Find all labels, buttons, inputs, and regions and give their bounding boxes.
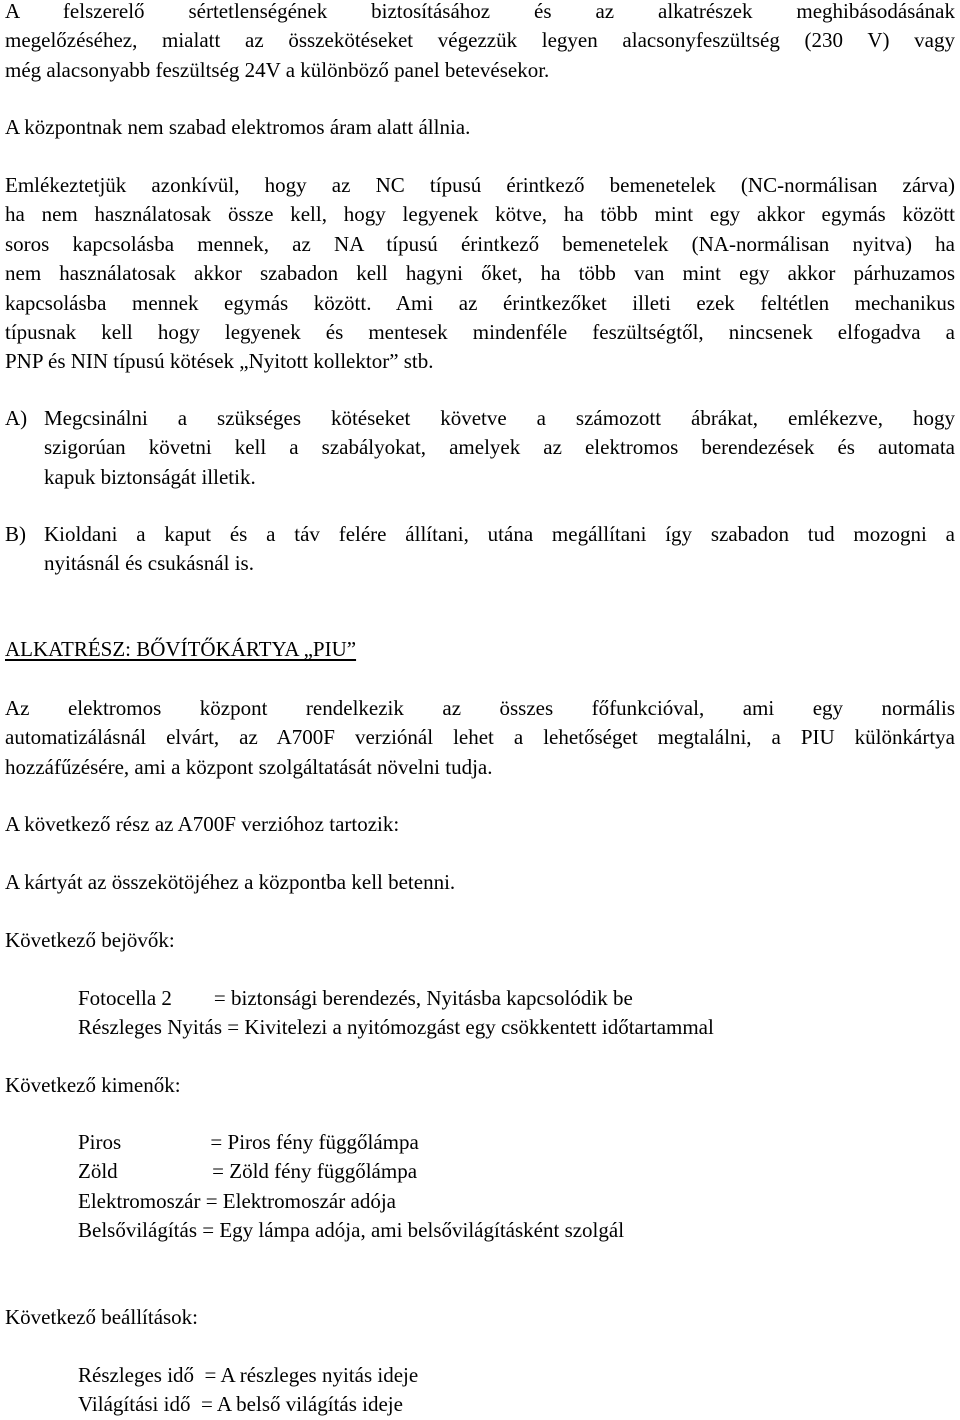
input-definition: Részleges Nyitás = Kivitelezi a nyitómozgást egy csökkentett időtartammal xyxy=(78,1015,714,1040)
setting-definition: Részleges idő = A részleges nyitás ideje xyxy=(78,1363,419,1387)
text-line: soros kapcsolásba mennek, az NA típusú érintkező bemenetelek (NA-normálisan nyitva) ha xyxy=(5,231,955,256)
text-line: ha nem használatosak össze kell, hogy legyenek kötve, ha több mint egy akkor egymás között xyxy=(5,202,955,227)
paragraph-no-power: A központnak nem szabad elektromos áram alatt állnia. xyxy=(5,115,471,139)
setting-definition: Világítási idő = A belső világítás ideje xyxy=(78,1392,403,1417)
output-definition: Piros = Piros fény függőlámpa xyxy=(78,1130,419,1154)
text-line: nyitásnál és csukásnál is. xyxy=(44,551,254,576)
version-note: A következő rész az A700F verzióhoz tartozik: xyxy=(5,812,400,836)
text-line: kapuk biztonságát illetik. xyxy=(44,464,256,489)
outputs-label: Következő kimenők: xyxy=(5,1073,181,1097)
inputs-list xyxy=(5,984,955,1043)
text-line: Kioldani a kaput és a táv felére állítani, utána megállítani így szabadon tud mozogni a xyxy=(44,522,955,546)
list-body xyxy=(44,404,955,492)
text-line: hozzáfűzésére, ami a központ szolgáltatását növelni tudja. xyxy=(5,754,493,779)
text-line: Az elektromos központ rendelkezik az összes főfunkcióval, ami egy normális xyxy=(5,696,955,720)
list-marker: B) xyxy=(5,522,26,546)
text-line: Emlékeztetjük azonkívül, hogy az NC típusú érintkező bemenetelek (NC-normálisan zárva) xyxy=(5,173,955,197)
text-line: PNP és NIN típusú kötések „Nyitott kollektor” stb. xyxy=(5,349,434,374)
list-marker: A) xyxy=(5,406,28,430)
output-definition: Elektromoszár = Elektromoszár adója xyxy=(78,1188,396,1213)
text-line: Megcsinálni a szükséges kötéseket követve a számozott ábrákat, emlékezve, hogy xyxy=(44,406,955,430)
section-heading: ALKATRÉSZ: BŐVÍTŐKÁRTYA „PIU” xyxy=(5,637,357,661)
text-line: szigorúan követni kell a szabályokat, amelyek az elektromos berendezések és automata xyxy=(44,435,955,460)
text-line: automatizálásnál elvárt, az A700F verziónál lehet a lehetőséget megtalálni, a PIU különkártya xyxy=(5,725,955,750)
paragraph-section-intro xyxy=(5,694,955,782)
install-note: A kártyát az összekötöjéhez a központba kell betenni. xyxy=(5,870,456,894)
outputs-list xyxy=(5,1128,955,1246)
text-line: még alacsonyabb feszültség 24V a különböző panel betevésekor. xyxy=(5,57,550,82)
text-line: megelőzéséhez, mialatt az összekötéseket végezzük legyen alacsonyfeszültség (230 V) vagy xyxy=(5,28,955,53)
list-item-a xyxy=(5,404,955,492)
settings-label: Következő beállítások: xyxy=(5,1305,199,1329)
text-line: típusnak kell hogy legyenek és mentesek mindenféle feszültségtől, nincsenek elfogadva a xyxy=(5,320,955,345)
output-definition: Belsővilágítás = Egy lámpa adója, ami belsővilágításként szolgál xyxy=(78,1218,625,1243)
output-definition: Zöld = Zöld fény függőlámpa xyxy=(78,1159,418,1184)
text-line: kapcsolásba mennek egymás között. Ami az érintkezőket illeti ezek feltétlen mechanikus xyxy=(5,290,955,315)
paragraph-contacts xyxy=(5,171,955,377)
inputs-label: Következő bejövők: xyxy=(5,928,175,952)
input-definition: Fotocella 2 = biztonsági berendezés, Nyitásba kapcsolódik be xyxy=(78,986,633,1010)
paragraph-safety-intro xyxy=(5,0,955,85)
list-item-b xyxy=(5,520,955,579)
list-body xyxy=(44,520,955,579)
text-line: nem használatosak akkor szabadon kell hagyni őket, ha több van mint egy akkor párhuzamos xyxy=(5,261,955,286)
settings-list xyxy=(5,1361,955,1420)
text-line: A felszerelő sértetlenségének biztosításához és az alkatrészek meghibásodásának xyxy=(5,0,955,23)
